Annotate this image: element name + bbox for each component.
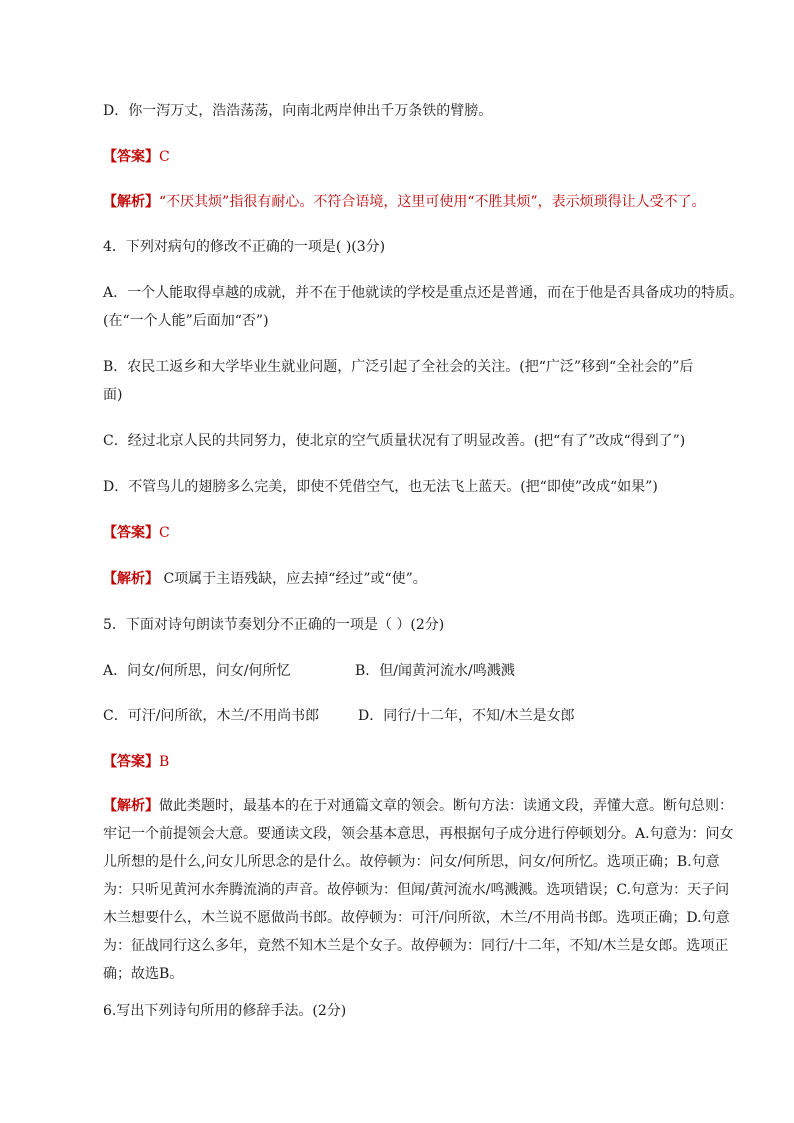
answer-value: B	[159, 754, 170, 770]
q5-answer	[103, 752, 733, 772]
analysis-text: “不厌其烦”指很有耐心。不符合语境，这里可使用“不胜其烦”，表示烦琐得让人受不了。	[159, 194, 706, 210]
q5-option-a: A．问女/何所思，问女/何所忆	[103, 663, 291, 679]
answer-tag: 【答案】	[103, 149, 159, 165]
analysis-tag: 【解析】	[103, 571, 159, 587]
q5-options-row-1	[103, 661, 733, 681]
analysis-text: 做此类题时，最基本的在于对通篇文章的领会。断句方法：读通文段，弄懂大意。断句总则：牢记一个前提领会大意。要通读文段，领会基本意思，再根据句子成分进行停顿划分。A.句意为：问女儿所想的是什么,问女儿所思念的是什么。故停顿为：问女/何所思，问女/何所忆。选项正确；B.句意为：只听见黄河水奔腾流淌的声音。故停顿为：但闻/黄河流水/鸣溅溅。选项错误；C.句意为：天子问木兰想要什么，木兰说不愿做尚书郎。故停顿为：可汗/问所欲，木兰/不用尚书郎。选项正确；D.句意为：征战同行这么多年，竟然不知木兰是个女子。故停顿为：同行/十二年，不知/木兰是女郎。选项正确；故选B。	[103, 798, 734, 982]
analysis-tag: 【解析】	[103, 798, 159, 814]
q5-analysis	[103, 792, 735, 988]
q4-option-c: C．经过北京人民的共同努力，使北京的空气质量状况有了明显改善。(把“有了”改成“得到了”)	[103, 433, 686, 449]
q4-option-a-line2: (在“一个人能”后面加“否”)	[103, 313, 269, 329]
q4-option-b-line1: B．农民工返乡和大学毕业生就业问题，广泛引起了全社会的关注。(把“广泛”移到“全社会的”后	[103, 359, 694, 375]
q5-option-c: C．可汗/问所欲，木兰/不用尚书郎	[103, 708, 320, 724]
q3-option-d: D．你一泻万丈，浩浩荡荡，向南北两岸伸出千万条铁的臂膀。	[103, 103, 493, 119]
answer-value: C	[159, 149, 170, 165]
q3-analysis	[103, 192, 733, 212]
q4-option-d: D．不管鸟儿的翅膀多么完美，即使不凭借空气，也无法飞上蓝天。(把“即使”改成“如果”)	[103, 479, 658, 495]
answer-tag: 【答案】	[103, 754, 159, 770]
q5-option-d: D．同行/十二年，不知/木兰是女郎	[358, 708, 575, 724]
q4-answer	[103, 523, 733, 543]
analysis-text: C项属于主语残缺，应去掉“经过”或“使”。	[159, 571, 427, 587]
q5-stem: 5．下面对诗句朗读节奏划分不正确的一项是（ ）(2分)	[103, 617, 445, 633]
q5-option-b: B．但/闻黄河流水/鸣溅溅	[355, 663, 515, 679]
answer-tag: 【答案】	[103, 525, 159, 541]
q3-answer	[103, 147, 733, 167]
analysis-tag: 【解析】	[103, 194, 159, 210]
q4-option-a-line1: A．一个人能取得卓越的成就，并不在于他就读的学校是重点还是普通，而在于他是否具备成功的特质。	[103, 285, 744, 301]
q5-options-row-2	[103, 706, 733, 726]
q4-option-b-line2: 面)	[103, 387, 123, 403]
q6-stem: 6.写出下列诗句所用的修辞手法。(2分)	[103, 1003, 347, 1019]
q4-stem: 4．下列对病句的修改不正确的一项是( )(3分)	[103, 239, 386, 255]
q4-analysis	[103, 569, 733, 589]
answer-value: C	[159, 525, 170, 541]
